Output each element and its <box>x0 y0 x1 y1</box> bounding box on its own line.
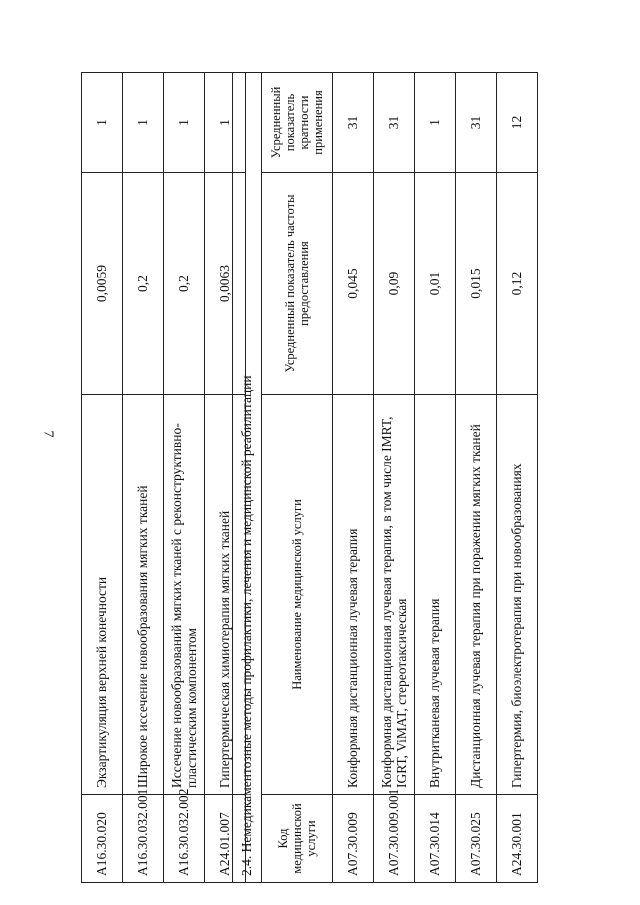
service-code: A07.30.025 <box>456 795 497 883</box>
multiplicity-value: 1 <box>415 73 456 173</box>
section-title-row <box>233 73 262 883</box>
service-name: Экзартикуляция верхней конечности <box>82 395 123 795</box>
table-row <box>415 73 456 883</box>
services-table-continued <box>81 72 246 883</box>
service-code: A07.30.009.001 <box>374 795 415 883</box>
table-row <box>456 73 497 883</box>
multiplicity-value: 31 <box>333 73 374 173</box>
header-name: Наименование медицинской услуги <box>262 395 333 795</box>
service-code: A16.30.032.001 <box>123 795 164 883</box>
service-name: Внутритканевая лучевая терапия <box>415 395 456 795</box>
service-code: A07.30.009 <box>333 795 374 883</box>
service-name: Гипертермия, биоэлектротерапия при новообразованиях <box>497 395 538 795</box>
page-number: 7 <box>40 430 56 438</box>
multiplicity-value: 31 <box>374 73 415 173</box>
service-code: A16.30.032.002 <box>164 795 205 883</box>
table-row <box>123 73 164 883</box>
multiplicity-value: 1 <box>123 73 164 173</box>
service-code: A07.30.014 <box>415 795 456 883</box>
service-code: A16.30.020 <box>82 795 123 883</box>
table-header-row <box>262 73 333 883</box>
service-name: Иссечение новообразований мягких тканей с реконструктивно-пластическим компонентом <box>164 395 205 795</box>
frequency-value: 0,09 <box>374 173 415 395</box>
non-drug-methods-table <box>232 72 538 883</box>
service-name: Дистанционная лучевая терапия при поражении мягких тканей <box>456 395 497 795</box>
table-row <box>374 73 415 883</box>
service-name: Конформная дистанционная лучевая терапия, в том числе IMRT, IGRT, ViMAT, стереотаксическая <box>374 395 415 795</box>
header-frequency: Усредненный показатель частоты предоставления <box>262 173 333 395</box>
section-title: 2.4. Немедикаментозные методы профилактики, лечения и медицинской реабилитации <box>233 73 262 883</box>
frequency-value: 0,0059 <box>82 173 123 395</box>
multiplicity-value: 12 <box>497 73 538 173</box>
service-name: Конформная дистанционная лучевая терапия <box>333 395 374 795</box>
frequency-value: 0,015 <box>456 173 497 395</box>
service-code: A24.01.007 <box>205 795 246 883</box>
table-row <box>497 73 538 883</box>
frequency-value: 0,2 <box>164 173 205 395</box>
frequency-value: 0,045 <box>333 173 374 395</box>
multiplicity-value: 1 <box>82 73 123 173</box>
multiplicity-value: 1 <box>205 73 246 173</box>
service-name: Гипертермическая химиотерапия мягких тканей <box>205 395 246 795</box>
frequency-value: 0,0063 <box>205 173 246 395</box>
service-name: Широкое иссечение новообразования мягких тканей <box>123 395 164 795</box>
multiplicity-value: 31 <box>456 73 497 173</box>
frequency-value: 0,12 <box>497 173 538 395</box>
header-code: Код медицинской услуги <box>262 795 333 883</box>
frequency-value: 0,01 <box>415 173 456 395</box>
rotated-page-content <box>81 73 525 883</box>
table-row <box>164 73 205 883</box>
service-code: A24.30.001 <box>497 795 538 883</box>
table-row <box>333 73 374 883</box>
frequency-value: 0,2 <box>123 173 164 395</box>
table-row <box>82 73 123 883</box>
multiplicity-value: 1 <box>164 73 205 173</box>
header-multiplicity: Усредненный показатель кратности применения <box>262 73 333 173</box>
